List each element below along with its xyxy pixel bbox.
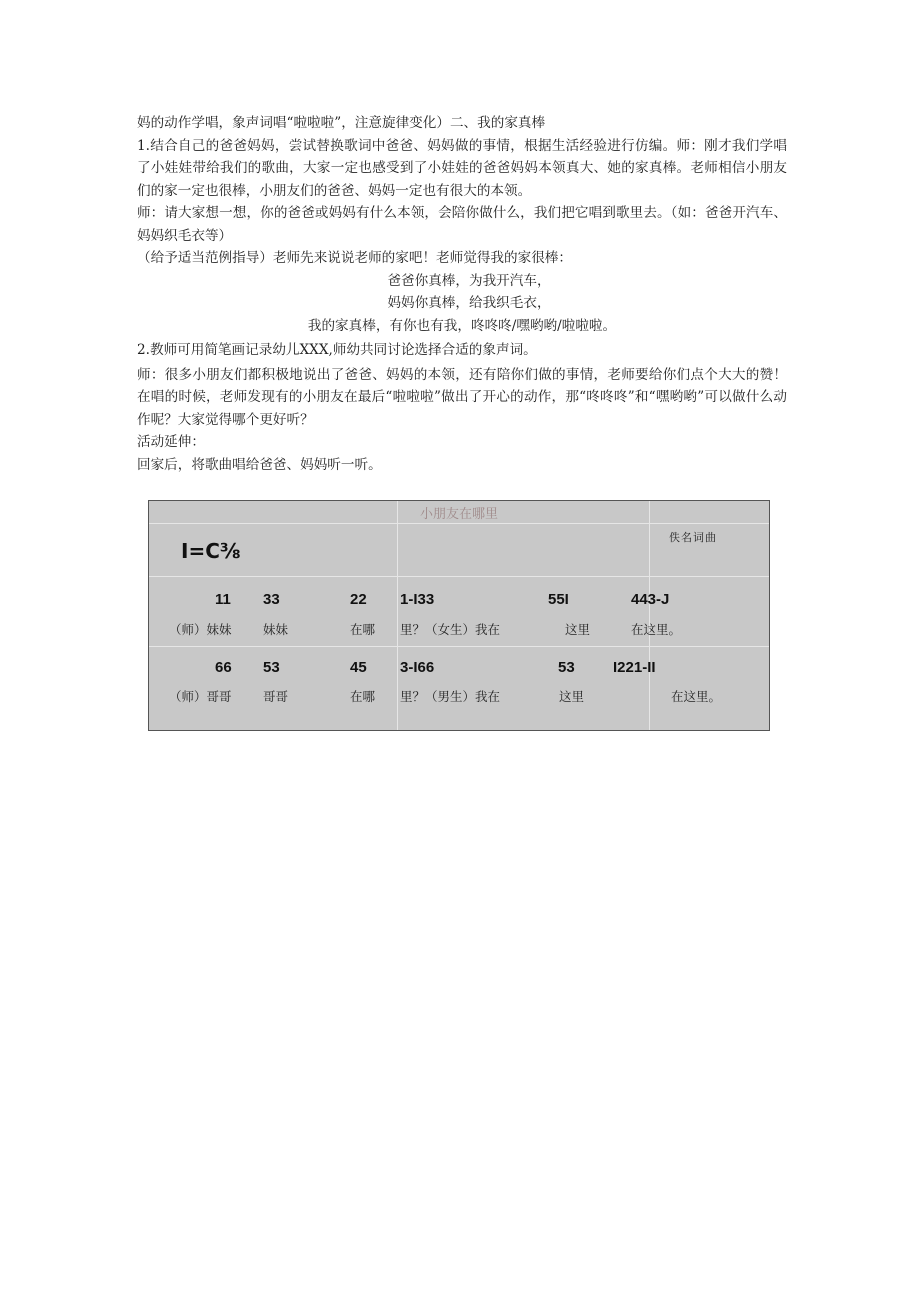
lyric-group: （师）哥哥 xyxy=(169,689,232,704)
note-group: I221-II xyxy=(613,659,656,676)
poem-line: 妈妈你真棒，给我织毛衣， xyxy=(387,295,551,311)
note-group: 45 xyxy=(350,659,367,676)
note-group: 1-I33 xyxy=(400,591,435,608)
paragraph: 妈的动作学唱，象声词唱“啦啦啦”，注意旋律变化）二、我的家真棒 xyxy=(137,115,546,131)
lyric-group: 哥哥 xyxy=(263,689,289,704)
lyric-group: 在这里。 xyxy=(671,689,722,704)
key-signature: I=C⅜ xyxy=(181,539,241,563)
paragraph: 2.教师可用简笔画记录幼儿XXX,师幼共同讨论选择合适的象声词。 xyxy=(137,342,537,358)
lyric-group: 这里 xyxy=(565,622,591,637)
notes-row-1 xyxy=(149,591,769,611)
lyrics-row-2 xyxy=(149,687,769,707)
note-group: 11 xyxy=(215,591,231,608)
lyric-group: 在哪 xyxy=(350,689,376,704)
document-body xyxy=(137,112,787,476)
lyric-group: （师）妹妹 xyxy=(169,622,232,637)
lyric-group: 这里 xyxy=(559,689,585,704)
note-group: 443-J xyxy=(631,591,670,608)
paragraph: 师：很多小朋友们都积极地说出了爸爸、妈妈的本领，还有陪你们做的事情，老师要给你们点个大大的赞！在唱的时候，老师发现有的小朋友在最后“啦啦啦”做出了开心的动作，那“咚咚咚”和“嘿哟哟”可以做什么动作呢？大家觉得哪个更好听？ xyxy=(137,366,787,428)
note-group: 33 xyxy=(263,591,280,608)
lyric-group: 里？（女生）我在 xyxy=(400,622,501,637)
lyric-group: 里？（男生）我在 xyxy=(400,689,501,704)
paragraph: 回家后，将歌曲唱给爸爸、妈妈听一听。 xyxy=(137,456,382,473)
note-group: 53 xyxy=(558,659,575,676)
lyric-group: 妹妹 xyxy=(263,622,289,637)
paragraph: 师：请大家想一想，你的爸爸或妈妈有什么本领，会陪你做什么，我们把它唱到歌里去。（如：爸爸开汽车、妈妈织毛衣等） xyxy=(137,205,787,244)
lyric-group: 在这里。 xyxy=(631,622,682,637)
note-group: 66 xyxy=(215,659,232,676)
note-group: 53 xyxy=(263,659,280,676)
lyric-group: 在哪 xyxy=(350,622,376,637)
note-group: 22 xyxy=(350,591,367,608)
notes-row-2 xyxy=(149,659,769,679)
song-title: 小朋友在哪里 xyxy=(419,507,498,522)
paragraph: （给予适当范例指导）老师先来说说老师的家吧！老师觉得我的家很棒： xyxy=(137,250,572,266)
note-group: 3-I66 xyxy=(400,659,435,676)
composer-credit: 佚名词曲 xyxy=(669,531,717,544)
paragraph: 1.结合自己的爸爸妈妈，尝试替换歌词中爸爸、妈妈做的事情，根据生活经验进行仿编。师：刚才我们学唱了小娃娃带给我们的歌曲，大家一定也感受到了小娃娃的爸爸妈妈本领真大、她的家真棒。老师相信小朋友们的家一定也很棒，小朋友们的爸爸、妈妈一定也有很大的本领。 xyxy=(137,137,787,199)
poem-line: 爸爸你真棒，为我开汽车， xyxy=(387,272,551,289)
note-group: 55I xyxy=(548,591,569,608)
paragraph: 活动延伸： xyxy=(137,434,205,450)
lyrics-row-1 xyxy=(149,620,769,640)
song-score-box xyxy=(148,500,770,731)
poem-line: 我的家真棒，有你也有我，咚咚咚/嘿哟哟/啦啦啦。 xyxy=(307,317,617,334)
